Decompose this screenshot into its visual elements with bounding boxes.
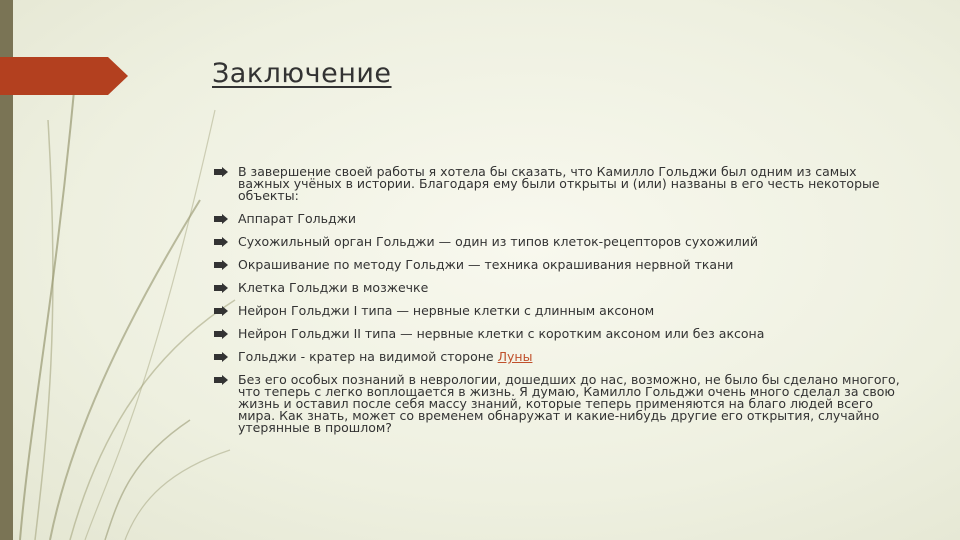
arrow-bullet-icon [214,329,228,339]
bullet-item [214,166,904,202]
arrow-bullet-icon [214,214,228,224]
slide-title: Заключение [212,58,392,89]
arrow-bullet-icon [214,283,228,293]
bullet-text: Окрашивание по методу Гольджи — техника окрашивания нервной ткани [238,257,734,272]
arrow-bullet-icon [214,375,228,385]
bullet-text: В завершение своей работы я хотела бы сказать, что Камилло Гольджи был одним из самых важных учёных в истории. Благодаря ему были открыты и (или) названы в его честь некоторые объекты: [238,164,880,203]
bullet-item [214,305,904,317]
arrow-bullet-icon [214,352,228,362]
bullet-item [214,259,904,271]
bullet-item [214,282,904,294]
arrow-bullet-icon [214,260,228,270]
bullet-text: Нейрон Гольджи II типа — нервные клетки с коротким аксоном или без аксона [238,326,765,341]
arrow-bullet-icon [214,306,228,316]
bullet-text: Клетка Гольджи в мозжечке [238,280,429,295]
bullet-text: Сухожильный орган Гольджи — один из типов клеток-рецепторов сухожилий [238,234,758,249]
arrow-bullet-icon [214,167,228,177]
bullet-list [214,166,904,445]
bullet-item [214,328,904,340]
title-arrow-shape [0,57,128,95]
arrow-bullet-icon [214,237,228,247]
bullet-item [214,351,904,363]
bullet-item [214,236,904,248]
bullet-text: Гольджи - кратер на видимой стороне [238,349,498,364]
bullet-item [214,374,904,434]
moon-link[interactable]: Луны [497,349,533,364]
bullet-item [214,213,904,225]
bullet-text: Аппарат Гольджи [238,211,357,226]
bullet-text: Нейрон Гольджи I типа — нервные клетки с длинным аксоном [238,303,655,318]
bullet-text: Без его особых познаний в неврологии, дошедших до нас, возможно, не было бы сделано многого, что теперь с легко воплощается в жизнь. Я думаю, Камилло Гольджи очень много сделал за свою жизнь и оставил после себя массу знаний, которые теперь применяются на благо людей всего мира. Как знать, может со временем обнаружат и какие-нибудь другие его открытия, случайно утерянные в прошлом? [238,372,900,435]
